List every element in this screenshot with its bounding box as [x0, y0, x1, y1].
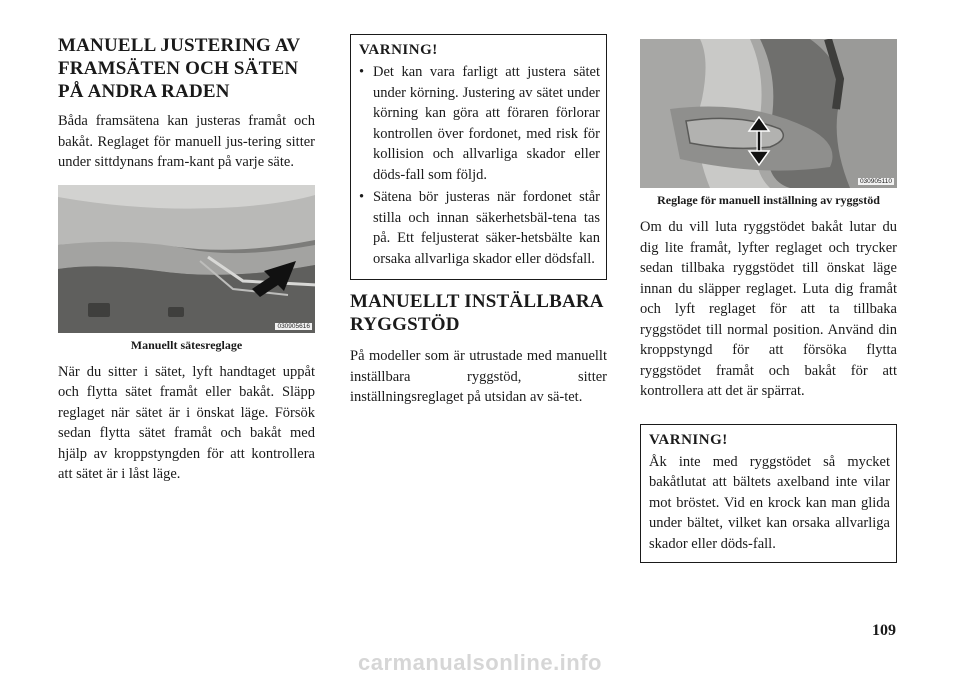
watermark: carmanualsonline.info [358, 650, 602, 675]
warning-list-item [359, 187, 600, 269]
column-right [640, 34, 897, 563]
warning-text: Åk inte med ryggstödet så mycket bakåtlutat att bältets axelband inte vilar mot bröstet. Vid en krock kan man glida under bältet, vilket kan orsaka allvarliga skador eller döds-fall. [649, 453, 890, 552]
warning-box-recliner [640, 424, 897, 564]
warning-title: VARNING! [359, 42, 438, 58]
warning-item-text: Sätena bör justeras när fordonet står stilla och innan säkerhetsbäl-tena tas på. Ett feljusterat säker-hetsbälte kan orsaka allvarliga skador eller dödsfall. [373, 189, 600, 267]
seat-control-illustration [58, 185, 315, 333]
recliner-control-photo [640, 39, 897, 188]
column-left [58, 34, 315, 485]
figure-caption-recliner: Reglage för manuell inställning av ryggstöd [657, 193, 880, 207]
intro-paragraph: Båda framsätena kan justeras framåt och bakåt. Reglaget för manuell jus-tering sitter under sittdynans fram-kant på varje säte. [58, 113, 315, 170]
warning-title: VARNING! [649, 431, 728, 448]
section-heading-recliner: MANUELLT INSTÄLLBARA RYGGSTÖD [350, 291, 603, 335]
warning-box-seat-adjustment [350, 34, 607, 280]
recliner-control-illustration [640, 39, 897, 188]
page-number: 109 [872, 622, 896, 639]
bullet-icon: • [359, 64, 365, 80]
figure-id-label: 030905616 [277, 322, 310, 330]
seat-adjust-instructions: När du sitter i sätet, lyft handtaget uppåt och flytta sätet framåt eller bakåt. Släpp reglaget när sätet är i önskat läge. Försök sedan flytta sätet framåt och bakåt med hjälp av kroppstyngden för att kontrollera att sätet är i låst läge. [58, 363, 315, 482]
warning-list-item [359, 62, 600, 185]
warning-item-text: Det kan vara farligt att justera sätet under körning. Justering av sätet under körning kan göra att föraren förlorar kontrollen över fordonet, med risk för kollision och allvarliga skador eller döds-fall som följd. [373, 64, 600, 183]
recliner-instructions: Om du vill luta ryggstödet bakåt lutar du dig lite framåt, lyfter reglaget och trycker sedan tillbaka ryggstödet till önskat läge innan du släpper reglaget. Luta dig framåt och lyft reglaget för att ta tillbaka ryggstödet till normal position. Använd din kroppstyngd för att försöka flytta ryggstödet framåt och bakåt för att kontrollera att det är spärrat. [640, 219, 897, 399]
recliner-paragraph: På modeller som är utrustade med manuellt inställbara ryggstöd, sitter inställningsreglaget på utsidan av sä-tet. [350, 348, 607, 405]
bullet-icon: • [359, 189, 365, 205]
warning-list [359, 62, 600, 269]
figure-id-label: 030905110 [859, 178, 892, 185]
section-heading-manual-seat-adjustment: MANUELL JUSTERING AV FRAMSÄTEN OCH SÄTEN PÅ ANDRA RADEN [58, 35, 300, 102]
column-middle [350, 34, 607, 408]
figure-caption-seat-control: Manuellt sätesreglage [130, 337, 243, 352]
seat-control-photo [58, 185, 315, 333]
